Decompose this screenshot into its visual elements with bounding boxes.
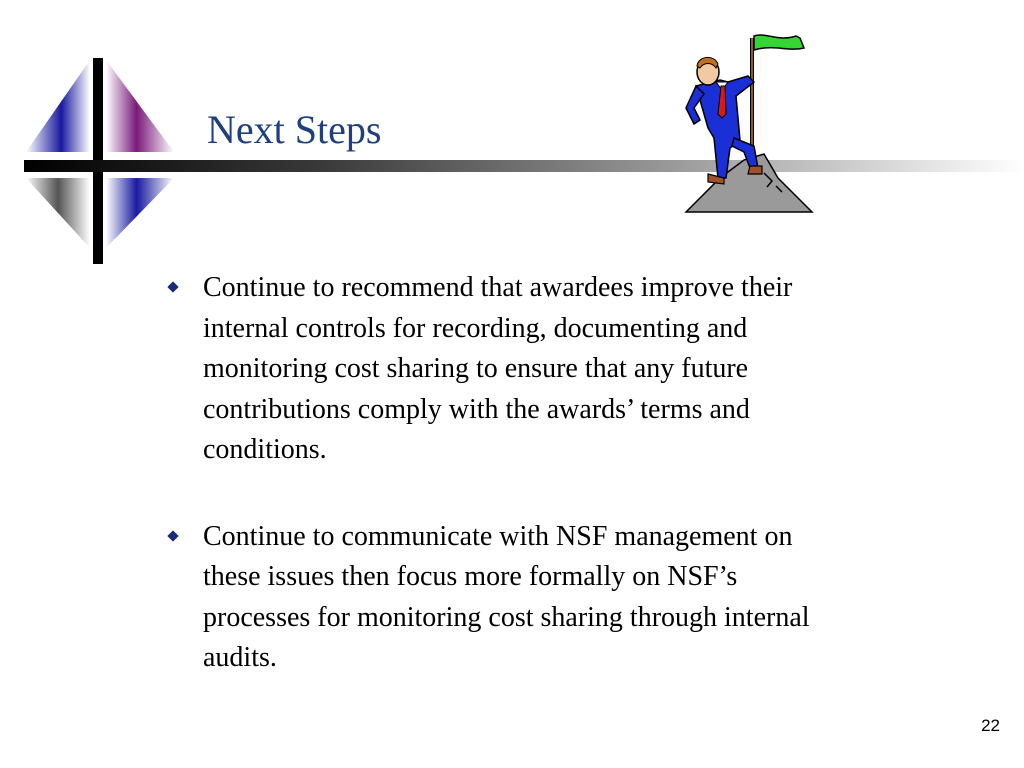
bullet-text: Continue to recommend that awardees improve their internal controls for recording, documenting and monitoring cost sharing to ensure that any future contributions comply with the awards’ terms and conditions. [203, 272, 793, 465]
bullet-list [165, 268, 845, 725]
title-underline-rule [24, 160, 1024, 172]
page-number: 22 [981, 716, 1000, 735]
man-with-flag-on-summit-icon [678, 28, 818, 218]
slide-title: Next Steps [207, 107, 382, 152]
bullet-item [165, 517, 845, 679]
bullet-text: Continue to communicate with NSF management on these issues then focus more formally on NSF’s processes for monitoring cost sharing through internal audits. [203, 520, 810, 673]
diamond-bullet-icon [167, 281, 178, 292]
bullet-item [165, 268, 845, 471]
diamond-bullet-icon [167, 530, 178, 541]
